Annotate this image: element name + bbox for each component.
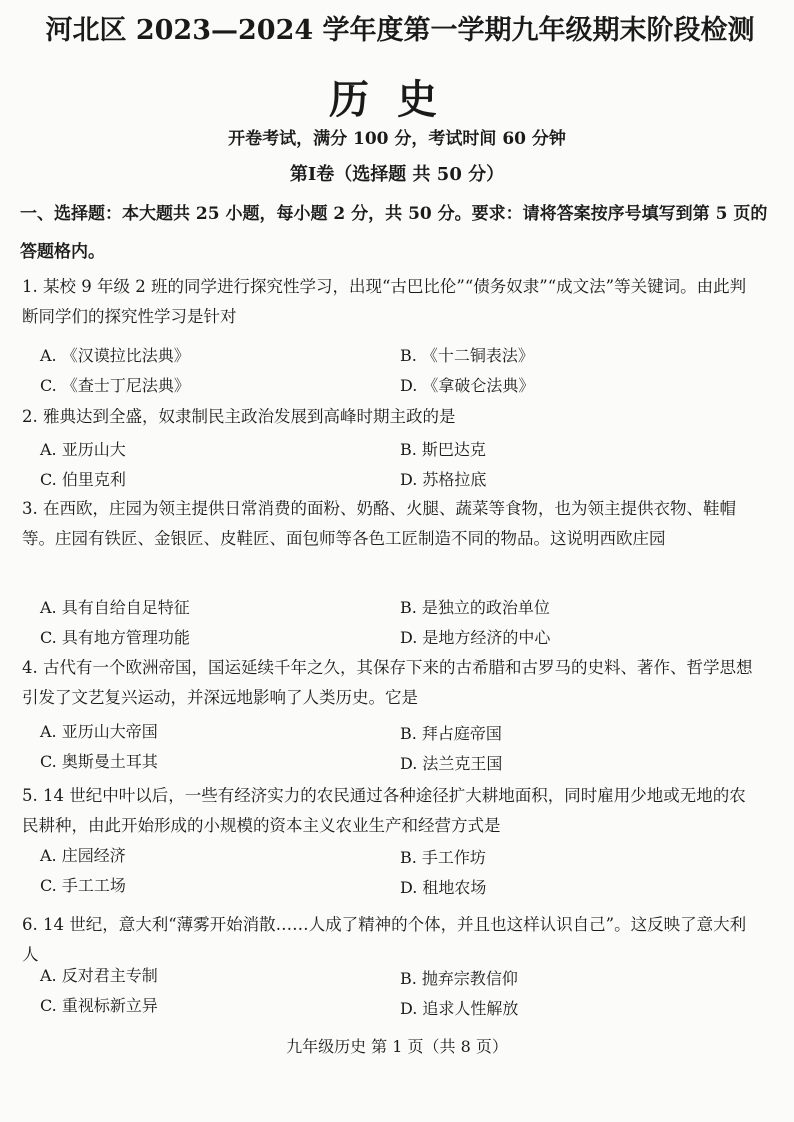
option-c: C. 《查士丁尼法典》 (40, 376, 190, 395)
option-a: A. 具有自给自足特征 (40, 598, 190, 617)
option-c: C. 具有地方管理功能 (40, 628, 190, 647)
question-2 (22, 402, 762, 432)
subject-title: 历史 (329, 76, 465, 123)
question-4 (22, 653, 762, 713)
option-b: B. 《十二铜表法》 (400, 346, 534, 365)
option-d: D. 是地方经济的中心 (400, 628, 551, 647)
question-stem: 6. 14 世纪，意大利“薄雾开始消散……人成了精神的个体，并且也这样认识自己”。这反映了意大利人 (22, 915, 747, 964)
exam-info: 开卷考试，满分 100 分，考试时间 60 分钟 (228, 129, 566, 149)
page-footer: 九年级历史 第 1 页（共 8 页） (286, 1037, 508, 1056)
option-c: C. 奥斯曼土耳其 (40, 752, 158, 771)
instruction-text: 一、选择题：本大题共 25 小题，每小题 2 分，共 50 分。要求：请将答案按序号填写到第 5 页的答题格内。 (20, 204, 768, 262)
question-stem: 1. 某校 9 年级 2 班的同学进行探究性学习，出现“古巴比伦”“债务奴隶”“成文法”等关键词。由此判断同学们的探究性学习是针对 (22, 277, 747, 326)
question-3 (22, 494, 762, 554)
option-d: D. 《拿破仑法典》 (400, 376, 535, 395)
question-5 (22, 781, 762, 841)
option-a: A. 《汉谟拉比法典》 (40, 346, 190, 365)
question-1 (22, 272, 762, 332)
option-c: C. 手工工场 (40, 876, 126, 895)
option-b: B. 拜占庭帝国 (400, 724, 502, 743)
option-d: D. 法兰克王国 (400, 754, 503, 773)
question-stem: 3. 在西欧，庄园为领主提供日常消费的面粉、奶酪、火腿、蔬菜等食物，也为领主提供衣物、鞋帽等。庄园有铁匠、金银匠、皮鞋匠、面包师等各色工匠制造不同的物品。这说明西欧庄园 (22, 499, 736, 548)
option-b: B. 是独立的政治单位 (400, 598, 550, 617)
option-b: B. 斯巴达克 (400, 440, 486, 459)
question-stem: 5. 14 世纪中叶以后，一些有经济实力的农民通过各种途径扩大耕地面积，同时雇用少地或无地的农民耕种，由此开始形成的小规模的资本主义农业生产和经营方式是 (22, 786, 746, 835)
option-c: C. 伯里克利 (40, 470, 126, 489)
option-a: A. 亚历山大帝国 (40, 722, 158, 741)
option-a: A. 亚历山大 (40, 440, 126, 459)
option-b: B. 手工作坊 (400, 848, 486, 867)
question-stem: 4. 古代有一个欧洲帝国，国运延续千年之久，其保存下来的古希腊和古罗马的史料、著作、哲学思想引发了文艺复兴运动，并深远地影响了人类历史。它是 (22, 658, 753, 707)
option-a: A. 庄园经济 (40, 846, 126, 865)
question-6 (22, 910, 762, 970)
exam-title: 河北区 2023—2024 学年度第一学期九年级期末阶段检测 (45, 15, 755, 46)
option-d: D. 追求人性解放 (400, 999, 519, 1018)
option-d: D. 苏格拉底 (400, 470, 487, 489)
question-stem: 2. 雅典达到全盛，奴隶制民主政治发展到高峰时期主政的是 (22, 407, 456, 426)
section-title: 第Ⅰ卷（选择题 共 50 分） (289, 164, 505, 185)
option-b: B. 抛弃宗教信仰 (400, 969, 518, 988)
option-a: A. 反对君主专制 (40, 966, 158, 985)
option-c: C. 重视标新立异 (40, 996, 158, 1015)
option-d: D. 租地农场 (400, 878, 487, 897)
